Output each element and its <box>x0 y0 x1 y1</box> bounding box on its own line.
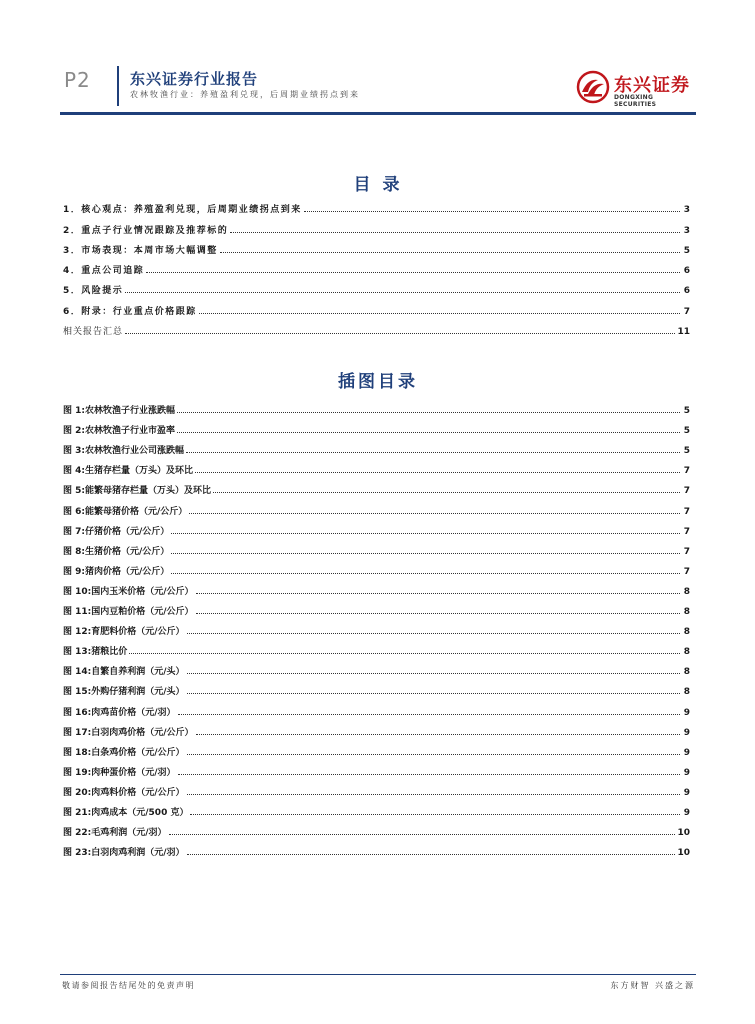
figure-entry-label: 图 11:国内豆粕价格（元/公斤） <box>63 607 194 618</box>
dot-leader <box>171 532 680 534</box>
toc-entry-page: 3 <box>683 205 690 216</box>
dot-leader <box>177 431 680 433</box>
figure-entry-page: 9 <box>683 707 690 718</box>
figure-entry-label: 图 1:农林牧渔子行业涨跌幅 <box>63 406 175 417</box>
figure-entry-page: 9 <box>683 807 690 818</box>
figure-entry-page: 9 <box>683 787 690 798</box>
figure-entry[interactable] <box>63 718 690 738</box>
figure-entry[interactable] <box>63 557 690 577</box>
figure-entry-label: 图 17:白羽肉鸡价格（元/公斤） <box>63 727 194 738</box>
figure-entry-label: 图 23:白羽肉鸡利润（元/羽） <box>63 848 185 859</box>
report-subtitle: 农林牧渔行业：养殖盈利兑现，后周期业绩拐点到来 <box>130 90 360 99</box>
header-divider <box>117 66 119 106</box>
figure-entry-label: 图 4:生猪存栏量（万头）及环比 <box>63 466 193 477</box>
toc-entry-page: 11 <box>677 327 690 338</box>
figure-entry-label: 图 3:农林牧渔行业公司涨跌幅 <box>63 446 184 457</box>
header-rule <box>60 112 696 115</box>
figure-entry[interactable] <box>63 657 690 677</box>
dot-leader <box>196 733 680 735</box>
dot-leader <box>169 833 676 835</box>
figure-entry[interactable] <box>63 396 690 416</box>
footer-slogan: 东方财智 兴盛之源 <box>610 981 695 990</box>
figure-entry[interactable] <box>63 456 690 476</box>
toc-entry-label: 4．重点公司追踪 <box>63 266 145 277</box>
figure-entry-page: 9 <box>683 747 690 758</box>
footer-rule <box>60 974 696 975</box>
dot-leader <box>146 271 680 273</box>
figure-entry[interactable] <box>63 597 690 617</box>
dot-leader <box>186 451 680 453</box>
figure-entry-page: 8 <box>683 607 690 618</box>
figure-entry-page: 8 <box>683 627 690 638</box>
dot-leader <box>125 332 675 334</box>
dot-leader <box>129 652 680 654</box>
logo-text-cn: 东兴证券 <box>614 75 690 96</box>
toc-entry[interactable] <box>63 236 690 256</box>
dot-leader <box>220 251 680 253</box>
toc-entry-label: 1．核心观点：养殖盈利兑现，后周期业绩拐点到来 <box>63 205 302 216</box>
toc-entry[interactable] <box>63 195 690 215</box>
figure-entry-page: 8 <box>683 586 690 597</box>
dot-leader <box>187 753 680 755</box>
toc-entry-page: 3 <box>683 225 690 236</box>
toc-entry[interactable] <box>63 276 690 296</box>
figure-entry-label: 图 2:农林牧渔子行业市盈率 <box>63 426 175 437</box>
dot-leader <box>125 291 680 293</box>
figure-entry[interactable] <box>63 617 690 637</box>
dot-leader <box>187 793 680 795</box>
figure-entry-label: 图 9:猪肉价格（元/公斤） <box>63 566 170 577</box>
dot-leader <box>171 552 680 554</box>
figure-entry[interactable] <box>63 798 690 818</box>
figure-entry-label: 图 16:肉鸡苗价格（元/羽） <box>63 707 176 718</box>
figure-entry-page: 10 <box>677 848 690 859</box>
figure-entry[interactable] <box>63 476 690 496</box>
dot-leader <box>187 853 676 855</box>
figure-entry[interactable] <box>63 838 690 858</box>
dot-leader <box>177 411 680 413</box>
figure-entry-label: 图 7:仔猪价格（元/公斤） <box>63 526 170 537</box>
figure-entry-label: 图 20:肉鸡料价格（元/公斤） <box>63 787 185 798</box>
logo-text-en: DONGXING SECURITIES <box>614 94 657 108</box>
toc-title: 目 录 <box>353 175 403 195</box>
figure-entry-page: 8 <box>683 687 690 698</box>
figure-entry-page: 7 <box>683 526 690 537</box>
figure-entry[interactable] <box>63 697 690 717</box>
figure-entry[interactable] <box>63 496 690 516</box>
dot-leader <box>187 632 680 634</box>
figure-entry-page: 7 <box>683 486 690 497</box>
page-header <box>60 62 696 112</box>
dot-leader <box>187 692 680 694</box>
toc-entry[interactable] <box>63 296 690 316</box>
dot-leader <box>196 592 680 594</box>
figure-entry-page: 9 <box>683 767 690 778</box>
figure-entry[interactable] <box>63 818 690 838</box>
page-number: P2 <box>64 68 91 92</box>
figure-entry-label: 图 5:能繁母猪存栏量（万头）及环比 <box>63 486 211 497</box>
figure-entry-page: 5 <box>683 446 690 457</box>
figure-entry-label: 图 18:白条鸡价格（元/公斤） <box>63 747 185 758</box>
figure-entry[interactable] <box>63 778 690 798</box>
company-logo <box>576 70 696 106</box>
report-title: 东兴证券行业报告 <box>130 70 259 88</box>
figure-entry-label: 图 22:毛鸡利润（元/羽） <box>63 828 167 839</box>
toc-entry-page: 6 <box>683 286 690 297</box>
figure-entry[interactable] <box>63 436 690 456</box>
toc-list <box>63 195 690 337</box>
toc-entry[interactable] <box>63 317 690 337</box>
figure-entry-page: 8 <box>683 647 690 658</box>
figure-entry-label: 图 6:能繁母猪价格（元/公斤） <box>63 506 188 517</box>
dot-leader <box>195 471 680 473</box>
figure-entry[interactable] <box>63 517 690 537</box>
dot-leader <box>213 491 680 493</box>
dot-leader <box>187 672 680 674</box>
dot-leader <box>178 713 680 715</box>
dot-leader <box>196 612 680 614</box>
figure-entry-page: 5 <box>683 406 690 417</box>
figure-list-title: 插图目录 <box>338 372 418 392</box>
dot-leader <box>199 312 680 314</box>
dongxing-logo-icon <box>576 70 610 104</box>
dot-leader <box>190 813 680 815</box>
figure-entry-label: 图 10:国内玉米价格（元/公斤） <box>63 586 194 597</box>
toc-entry-page: 7 <box>683 306 690 317</box>
figure-entry-label: 图 13:猪粮比价 <box>63 647 128 658</box>
toc-entry[interactable] <box>63 215 690 235</box>
dot-leader <box>304 210 680 212</box>
figure-entry-page: 7 <box>683 466 690 477</box>
figure-entry-page: 10 <box>677 828 690 839</box>
figure-entry-page: 7 <box>683 506 690 517</box>
toc-entry-label: 5．风险提示 <box>63 286 124 297</box>
figure-entry-label: 图 21:肉鸡成本（元/500 克） <box>63 807 189 818</box>
toc-entry-label: 相关报告汇总 <box>63 327 124 338</box>
figure-list <box>63 396 690 858</box>
dot-leader <box>230 231 680 233</box>
figure-entry[interactable] <box>63 637 690 657</box>
toc-entry[interactable] <box>63 256 690 276</box>
figure-entry-label: 图 15:外购仔猪利润（元/头） <box>63 687 185 698</box>
toc-entry-label: 2．重点子行业情况跟踪及推荐标的 <box>63 225 229 236</box>
toc-entry-label: 6．附录：行业重点价格跟踪 <box>63 306 197 317</box>
figure-entry-page: 7 <box>683 546 690 557</box>
figure-entry-page: 7 <box>683 566 690 577</box>
figure-entry[interactable] <box>63 577 690 597</box>
figure-entry[interactable] <box>63 677 690 697</box>
footer-disclaimer: 敬请参阅报告结尾处的免责声明 <box>62 981 195 990</box>
figure-entry-page: 9 <box>683 727 690 738</box>
dot-leader <box>171 572 680 574</box>
toc-entry-page: 6 <box>683 266 690 277</box>
figure-entry-label: 图 14:自繁自养利润（元/头） <box>63 667 185 678</box>
toc-entry-page: 5 <box>683 245 690 256</box>
dot-leader <box>178 773 680 775</box>
figure-entry-label: 图 19:肉种蛋价格（元/羽） <box>63 767 176 778</box>
figure-entry[interactable] <box>63 758 690 778</box>
figure-entry[interactable] <box>63 416 690 436</box>
figure-entry-label: 图 8:生猪价格（元/公斤） <box>63 546 170 557</box>
toc-entry-label: 3．市场表现：本周市场大幅调整 <box>63 245 218 256</box>
figure-entry[interactable] <box>63 738 690 758</box>
figure-entry-page: 8 <box>683 667 690 678</box>
dot-leader <box>189 512 680 514</box>
figure-entry-label: 图 12:育肥料价格（元/公斤） <box>63 627 185 638</box>
figure-entry[interactable] <box>63 537 690 557</box>
figure-entry-page: 5 <box>683 426 690 437</box>
